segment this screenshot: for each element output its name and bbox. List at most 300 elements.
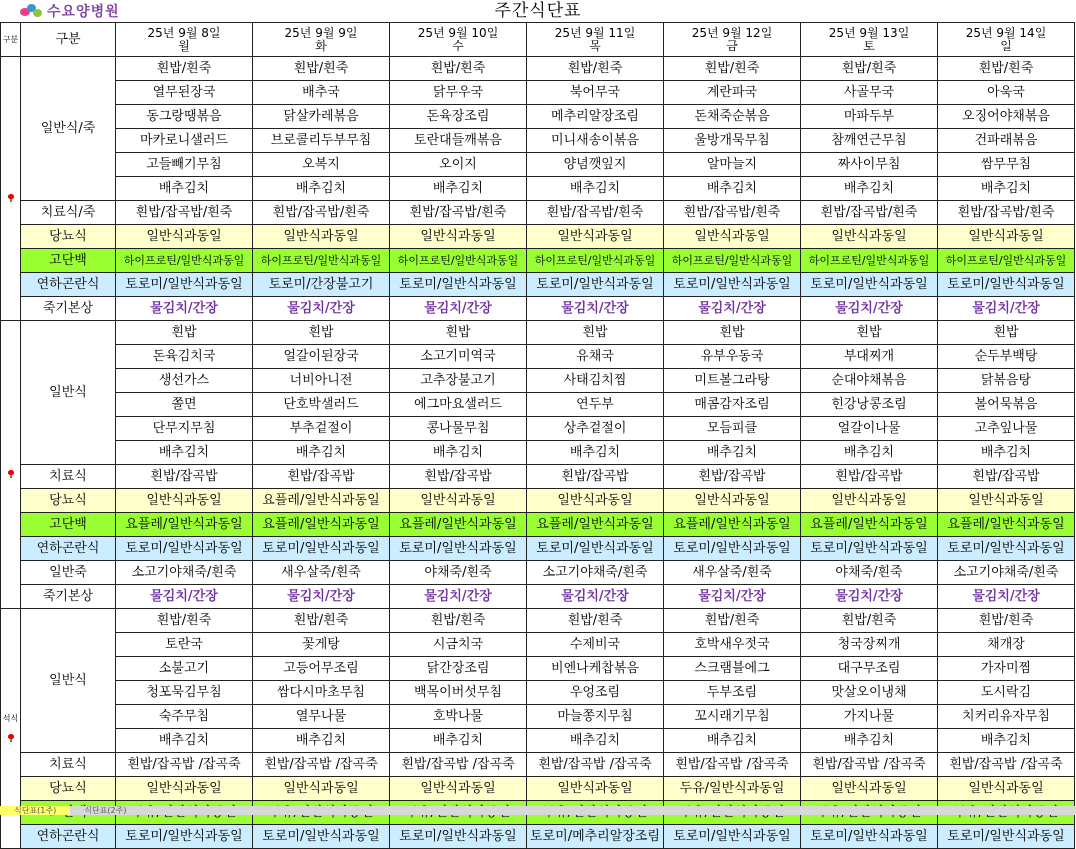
menu-cell: 물김치/간장 xyxy=(664,297,801,321)
day-weekday: 월 xyxy=(178,38,190,53)
menu-cell: 쌈무무침 xyxy=(938,153,1075,177)
category-label: 당뇨식 xyxy=(21,777,116,801)
menu-cell: 도시락김 xyxy=(938,681,1075,705)
menu-cell: 메추리알장조림 xyxy=(527,105,664,129)
menu-cell: 토로미/일반식과동일 xyxy=(116,537,253,561)
menu-cell: 흰밥/잡곡밥/흰죽 xyxy=(938,201,1075,225)
category-header: 구분 xyxy=(21,23,116,57)
menu-cell: 계란파국 xyxy=(664,81,801,105)
menu-cell: 토로미/일반식과동일 xyxy=(801,273,938,297)
menu-cell: 배추김치 xyxy=(938,729,1075,753)
menu-cell: 새우살죽/흰죽 xyxy=(664,561,801,585)
menu-cell: 울방개묵무침 xyxy=(664,129,801,153)
category-label: 고단백 xyxy=(21,249,116,273)
menu-cell: 유부우동국 xyxy=(664,345,801,369)
menu-cell: 흰밥/흰죽 xyxy=(664,609,801,633)
menu-cell: 일반식과동일 xyxy=(664,225,801,249)
menu-cell: 흰밥 xyxy=(664,321,801,345)
menu-cell: 흰밥/흰죽 xyxy=(938,609,1075,633)
menu-cell: 요플레/일반식과동일 xyxy=(664,513,801,537)
menu-cell: 일반식과동일 xyxy=(253,225,390,249)
menu-cell: 배추국 xyxy=(253,81,390,105)
menu-cell: 가자미찜 xyxy=(938,657,1075,681)
menu-cell: 배추김치 xyxy=(116,177,253,201)
menu-cell: 흰밥/잡곡밥 xyxy=(253,465,390,489)
menu-cell: 토로미/일반식과동일 xyxy=(116,825,253,849)
menu-cell: 비엔나케찹볶음 xyxy=(527,657,664,681)
table-row xyxy=(1,417,1075,441)
table-row xyxy=(1,465,1075,489)
menu-cell: 배추김치 xyxy=(801,729,938,753)
menu-cell: 양념깻잎지 xyxy=(527,153,664,177)
menu-cell: 순두부백탕 xyxy=(938,345,1075,369)
menu-cell: 물김치/간장 xyxy=(801,585,938,609)
menu-cell: 흰밥 xyxy=(253,321,390,345)
menu-cell: 물김치/간장 xyxy=(253,585,390,609)
menu-cell: 흰밥/잡곡밥/흰죽 xyxy=(801,201,938,225)
logo-text: 수요양병원 xyxy=(47,4,120,20)
menu-cell: 동그랑땡볶음 xyxy=(116,105,253,129)
menu-cell: 흰밥/잡곡밥 /잡곡죽 xyxy=(664,753,801,777)
page-title: 주간식단표 xyxy=(494,1,582,21)
menu-cell: 북어무국 xyxy=(527,81,664,105)
menu-cell: 치커리유자무침 xyxy=(938,705,1075,729)
day-weekday: 토 xyxy=(863,38,875,53)
category-label: 연하곤란식 xyxy=(21,537,116,561)
menu-cell: 꽃게탕 xyxy=(253,633,390,657)
day-weekday: 화 xyxy=(315,38,327,53)
menu-cell: 미니새송이볶음 xyxy=(527,129,664,153)
menu-cell: 열무된장국 xyxy=(116,81,253,105)
menu-cell: 배추김치 xyxy=(801,441,938,465)
table-row xyxy=(1,585,1075,609)
menu-cell: 흰밥/흰죽 xyxy=(116,57,253,81)
table-row xyxy=(1,105,1075,129)
menu-cell: 시금치국 xyxy=(390,633,527,657)
menu-cell: 흰밥 xyxy=(527,321,664,345)
menu-cell: 배추김치 xyxy=(253,441,390,465)
menu-cell: 고들빼기무침 xyxy=(116,153,253,177)
category-label: 일반식 xyxy=(21,321,116,465)
menu-cell: 채개장 xyxy=(938,633,1075,657)
menu-cell: 일반식과동일 xyxy=(390,777,527,801)
table-row xyxy=(1,513,1075,537)
menu-cell: 상추겉절이 xyxy=(527,417,664,441)
menu-cell: 일반식과동일 xyxy=(116,777,253,801)
menu-cell: 건파래볶음 xyxy=(938,129,1075,153)
menu-cell: 배추김치 xyxy=(253,177,390,201)
day-header xyxy=(527,23,664,57)
menu-cell: 두부조림 xyxy=(664,681,801,705)
table-row xyxy=(1,153,1075,177)
menu-cell: 배추김치 xyxy=(116,729,253,753)
menu-cell: 소고기야채죽/흰죽 xyxy=(116,561,253,585)
menu-cell: 배추김치 xyxy=(390,729,527,753)
menu-cell: 일반식과동일 xyxy=(390,225,527,249)
menu-cell: 닭간장조림 xyxy=(390,657,527,681)
sheet-tab[interactable]: 식단표(2주) xyxy=(84,806,127,815)
menu-cell: 배추김치 xyxy=(664,729,801,753)
menu-cell: 흰밥/잡곡밥/흰죽 xyxy=(664,201,801,225)
table-row xyxy=(1,225,1075,249)
menu-cell: 흰밥/흰죽 xyxy=(390,57,527,81)
menu-cell: 흰밥/흰죽 xyxy=(527,609,664,633)
menu-cell: 순대야채볶음 xyxy=(801,369,938,393)
table-row xyxy=(1,657,1075,681)
menu-cell: 미트볼그라탕 xyxy=(664,369,801,393)
menu-cell: 매콤감자조림 xyxy=(664,393,801,417)
menu-cell: 요플레/일반식과동일 xyxy=(253,489,390,513)
menu-cell: 흰밥/잡곡밥 /잡곡죽 xyxy=(390,753,527,777)
category-label: 연하곤란식 xyxy=(21,825,116,849)
menu-cell: 볼어묵볶음 xyxy=(938,393,1075,417)
meal-side-label: 석식 xyxy=(2,713,19,723)
menu-cell: 흰밥/잡곡밥 xyxy=(938,465,1075,489)
meal-side-cell xyxy=(1,57,21,321)
menu-cell: 고추장불고기 xyxy=(390,369,527,393)
menu-cell: 콩나물무침 xyxy=(390,417,527,441)
day-weekday: 금 xyxy=(726,38,738,53)
menu-cell: 흰밥/잡곡밥 /잡곡죽 xyxy=(527,753,664,777)
menu-cell: 일반식과동일 xyxy=(116,489,253,513)
menu-cell: 흰밥/흰죽 xyxy=(664,57,801,81)
menu-cell: 흰밥/잡곡밥/흰죽 xyxy=(527,201,664,225)
menu-cell: 단호박샐러드 xyxy=(253,393,390,417)
menu-cell: 닭무우국 xyxy=(390,81,527,105)
menu-cell: 일반식과동일 xyxy=(527,225,664,249)
menu-cell: 돈육김치국 xyxy=(116,345,253,369)
menu-cell: 돈채죽순볶음 xyxy=(664,105,801,129)
day-date: 25년 9월 12일 xyxy=(691,25,773,40)
day-header xyxy=(664,23,801,57)
table-row xyxy=(1,633,1075,657)
flower-icon xyxy=(7,194,15,202)
menu-cell: 토로미/일반식과동일 xyxy=(801,537,938,561)
menu-cell: 대구무조림 xyxy=(801,657,938,681)
menu-cell: 배추김치 xyxy=(938,441,1075,465)
menu-cell: 물김치/간장 xyxy=(527,297,664,321)
table-row xyxy=(1,681,1075,705)
menu-cell: 닭볶음탕 xyxy=(938,369,1075,393)
menu-cell: 고추잎나물 xyxy=(938,417,1075,441)
menu-cell: 브로콜리두부무침 xyxy=(253,129,390,153)
table-row xyxy=(1,393,1075,417)
menu-cell: 토로미/일반식과동일 xyxy=(390,273,527,297)
menu-cell: 하이프로틴/일반식과동일 xyxy=(527,249,664,273)
menu-cell: 요플레/일반식과동일 xyxy=(527,513,664,537)
menu-cell: 흰밥/잡곡밥 /잡곡죽 xyxy=(253,753,390,777)
menu-cell: 맛살오이냉채 xyxy=(801,681,938,705)
menu-cell: 수제비국 xyxy=(527,633,664,657)
menu-cell: 야채죽/흰죽 xyxy=(390,561,527,585)
menu-cell: 알마늘지 xyxy=(664,153,801,177)
menu-cell: 사태김치찜 xyxy=(527,369,664,393)
menu-cell: 흰밥 xyxy=(116,321,253,345)
menu-cell: 흰밥/흰죽 xyxy=(253,609,390,633)
menu-cell: 흰밥/잡곡밥 xyxy=(116,465,253,489)
menu-cell: 마파두부 xyxy=(801,105,938,129)
menu-cell: 흰밥/잡곡밥 xyxy=(664,465,801,489)
day-weekday: 수 xyxy=(452,38,464,53)
table-row xyxy=(1,177,1075,201)
day-weekday: 일 xyxy=(1000,38,1012,53)
menu-cell: 쫄면 xyxy=(116,393,253,417)
menu-cell: 배추김치 xyxy=(390,441,527,465)
menu-cell: 흰밥/흰죽 xyxy=(390,609,527,633)
menu-cell: 요플레/일반식과동일 xyxy=(390,513,527,537)
sheet-tab[interactable]: 식단표(1주) xyxy=(0,806,70,815)
menu-cell: 우엉조림 xyxy=(527,681,664,705)
table-row xyxy=(1,729,1075,753)
day-header xyxy=(938,23,1075,57)
menu-cell: 닭살카레볶음 xyxy=(253,105,390,129)
menu-cell: 일반식과동일 xyxy=(527,777,664,801)
menu-cell: 하이프로틴/일반식과동일 xyxy=(390,249,527,273)
meal-side-cell xyxy=(1,321,21,609)
menu-cell: 소고기야채죽/흰죽 xyxy=(527,561,664,585)
menu-cell: 일반식과동일 xyxy=(253,777,390,801)
table-row xyxy=(1,561,1075,585)
table-row xyxy=(1,441,1075,465)
menu-cell: 너비아니전 xyxy=(253,369,390,393)
menu-cell: 하이프로틴/일반식과동일 xyxy=(664,249,801,273)
category-label: 일반죽 xyxy=(21,561,116,585)
menu-cell: 에그마요샐러드 xyxy=(390,393,527,417)
menu-cell: 돈육장조림 xyxy=(390,105,527,129)
menu-cell: 토로미/메추리알장조림 xyxy=(527,825,664,849)
menu-cell: 아욱국 xyxy=(938,81,1075,105)
menu-cell: 물김치/간장 xyxy=(253,297,390,321)
day-date: 25년 9월 10일 xyxy=(417,25,499,40)
table-row xyxy=(1,129,1075,153)
menu-cell: 물김치/간장 xyxy=(116,297,253,321)
menu-cell: 하이프로틴/일반식과동일 xyxy=(938,249,1075,273)
table-row xyxy=(1,249,1075,273)
day-date: 25년 9월 11일 xyxy=(554,25,636,40)
category-label: 죽기본상 xyxy=(21,297,116,321)
menu-cell: 사골무국 xyxy=(801,81,938,105)
category-label: 죽기본상 xyxy=(21,585,116,609)
menu-cell: 유채국 xyxy=(527,345,664,369)
menu-cell: 토로미/일반식과동일 xyxy=(390,825,527,849)
menu-cell: 오이지 xyxy=(390,153,527,177)
menu-cell: 흰밥/흰죽 xyxy=(116,609,253,633)
menu-cell: 토란대들깨볶음 xyxy=(390,129,527,153)
menu-cell: 모듬피클 xyxy=(664,417,801,441)
menu-cell: 스크램블에그 xyxy=(664,657,801,681)
menu-cell: 흰밥/잡곡밥 /잡곡죽 xyxy=(116,753,253,777)
menu-cell: 짜사이무침 xyxy=(801,153,938,177)
day-weekday: 목 xyxy=(589,38,601,53)
menu-cell: 일반식과동일 xyxy=(938,777,1075,801)
menu-cell: 배추김치 xyxy=(527,441,664,465)
menu-cell: 야채죽/흰죽 xyxy=(801,561,938,585)
menu-cell: 토로미/일반식과동일 xyxy=(527,273,664,297)
menu-cell: 고등어무조림 xyxy=(253,657,390,681)
day-date: 25년 9월 8일 xyxy=(147,25,221,40)
menu-cell: 일반식과동일 xyxy=(938,489,1075,513)
table-row xyxy=(1,825,1075,849)
menu-cell: 토로미/일반식과동일 xyxy=(801,825,938,849)
menu-cell: 단무지무침 xyxy=(116,417,253,441)
table-row xyxy=(1,369,1075,393)
sheet-tab-bar xyxy=(0,806,1076,815)
menu-cell: 토로미/일반식과동일 xyxy=(116,273,253,297)
menu-cell: 토로미/일반식과동일 xyxy=(938,537,1075,561)
day-header xyxy=(116,23,253,57)
category-label: 일반식 xyxy=(21,609,116,753)
menu-cell: 물김치/간장 xyxy=(938,585,1075,609)
menu-cell: 흰밥/잡곡밥 xyxy=(527,465,664,489)
menu-cell: 흰밥 xyxy=(390,321,527,345)
weekly-menu-table xyxy=(0,22,1075,849)
menu-cell: 배추김치 xyxy=(664,441,801,465)
day-date: 25년 9월 13일 xyxy=(828,25,910,40)
flower-icon xyxy=(7,470,15,478)
menu-cell: 하이프로틴/일반식과동일 xyxy=(253,249,390,273)
table-row xyxy=(1,273,1075,297)
menu-cell: 흰밥/잡곡밥/흰죽 xyxy=(253,201,390,225)
menu-cell: 마카로니샐러드 xyxy=(116,129,253,153)
menu-cell: 토로미/일반식과동일 xyxy=(938,825,1075,849)
menu-cell: 부추겉절이 xyxy=(253,417,390,441)
side-header: 구분 xyxy=(1,23,21,57)
menu-cell: 토로미/일반식과동일 xyxy=(664,537,801,561)
menu-cell: 가지나물 xyxy=(801,705,938,729)
menu-cell: 일반식과동일 xyxy=(116,225,253,249)
menu-cell: 배추김치 xyxy=(801,177,938,201)
menu-cell: 호박나물 xyxy=(390,705,527,729)
menu-cell: 오복지 xyxy=(253,153,390,177)
menu-cell: 참깨연근무침 xyxy=(801,129,938,153)
menu-cell: 흰밥/흰죽 xyxy=(801,609,938,633)
flower-icon xyxy=(7,734,15,742)
menu-cell: 배추김치 xyxy=(527,177,664,201)
menu-cell: 청국장찌개 xyxy=(801,633,938,657)
menu-cell: 물김치/간장 xyxy=(801,297,938,321)
menu-cell: 소고기야채죽/흰죽 xyxy=(938,561,1075,585)
menu-cell: 토란국 xyxy=(116,633,253,657)
menu-cell: 소불고기 xyxy=(116,657,253,681)
menu-cell: 숙주무침 xyxy=(116,705,253,729)
menu-cell: 요플레/일반식과동일 xyxy=(801,513,938,537)
menu-cell: 토로미/일반식과동일 xyxy=(938,273,1075,297)
table-row xyxy=(1,57,1075,81)
menu-cell: 오징어야채볶음 xyxy=(938,105,1075,129)
day-header xyxy=(801,23,938,57)
menu-cell: 얼갈이된장국 xyxy=(253,345,390,369)
menu-cell: 열무나물 xyxy=(253,705,390,729)
menu-cell: 토로미/일반식과동일 xyxy=(664,273,801,297)
day-header xyxy=(390,23,527,57)
menu-cell: 물김치/간장 xyxy=(116,585,253,609)
day-date: 25년 9월 14일 xyxy=(965,25,1047,40)
menu-cell: 배추김치 xyxy=(664,177,801,201)
menu-cell: 토로미/일반식과동일 xyxy=(253,537,390,561)
menu-cell: 마늘쫑지무침 xyxy=(527,705,664,729)
menu-cell: 요플레/일반식과동일 xyxy=(116,513,253,537)
sheet-header xyxy=(0,0,1076,22)
category-label: 연하곤란식 xyxy=(21,273,116,297)
menu-cell: 흰밥/흰죽 xyxy=(801,57,938,81)
menu-cell: 흰밥/잡곡밥/흰죽 xyxy=(390,201,527,225)
category-label: 치료식 xyxy=(21,753,116,777)
menu-cell: 생선가스 xyxy=(116,369,253,393)
menu-cell: 흰밥/잡곡밥 xyxy=(390,465,527,489)
menu-cell: 배추김치 xyxy=(253,729,390,753)
category-label: 치료식 xyxy=(21,465,116,489)
table-row xyxy=(1,537,1075,561)
menu-cell: 물김치/간장 xyxy=(390,297,527,321)
menu-cell: 쌈다시마초무침 xyxy=(253,681,390,705)
menu-cell: 일반식과동일 xyxy=(801,489,938,513)
menu-cell: 토로미/일반식과동일 xyxy=(253,825,390,849)
menu-cell: 일반식과동일 xyxy=(664,489,801,513)
table-row xyxy=(1,201,1075,225)
table-row xyxy=(1,81,1075,105)
menu-cell: 흰밥/흰죽 xyxy=(527,57,664,81)
menu-cell: 하이프로틴/일반식과동일 xyxy=(801,249,938,273)
header-row xyxy=(1,23,1075,57)
menu-cell: 흰밥/잡곡밥 /잡곡죽 xyxy=(938,753,1075,777)
day-header xyxy=(253,23,390,57)
menu-cell: 토로미/일반식과동일 xyxy=(390,537,527,561)
category-label: 당뇨식 xyxy=(21,489,116,513)
category-label: 고단백 xyxy=(21,513,116,537)
menu-cell: 물김치/간장 xyxy=(664,585,801,609)
menu-cell: 요플레/일반식과동일 xyxy=(938,513,1075,537)
menu-cell: 흰밥 xyxy=(801,321,938,345)
menu-cell: 물김치/간장 xyxy=(938,297,1075,321)
menu-cell: 청포묵김무침 xyxy=(116,681,253,705)
category-label: 치료식/죽 xyxy=(21,201,116,225)
menu-cell: 두유/일반식과동일 xyxy=(664,777,801,801)
table-row xyxy=(1,705,1075,729)
menu-cell: 힌강낭콩조림 xyxy=(801,393,938,417)
menu-cell: 소고기미역국 xyxy=(390,345,527,369)
table-row xyxy=(1,753,1075,777)
menu-cell: 배추김치 xyxy=(390,177,527,201)
menu-cell: 일반식과동일 xyxy=(938,225,1075,249)
menu-cell: 일반식과동일 xyxy=(527,489,664,513)
menu-cell: 흰밥/잡곡밥 /잡곡죽 xyxy=(801,753,938,777)
day-date: 25년 9월 9일 xyxy=(284,25,358,40)
menu-cell: 물김치/간장 xyxy=(527,585,664,609)
menu-cell: 부대찌개 xyxy=(801,345,938,369)
table-row xyxy=(1,297,1075,321)
menu-cell: 토로미/일반식과동일 xyxy=(527,537,664,561)
menu-cell: 배추김치 xyxy=(116,441,253,465)
menu-cell: 물김치/간장 xyxy=(390,585,527,609)
table-row xyxy=(1,489,1075,513)
menu-cell: 흰밥/잡곡밥/흰죽 xyxy=(116,201,253,225)
table-row xyxy=(1,321,1075,345)
table-row xyxy=(1,609,1075,633)
menu-cell: 하이프로틴/일반식과동일 xyxy=(116,249,253,273)
menu-cell: 호박새우젓국 xyxy=(664,633,801,657)
menu-cell: 꼬시래기무침 xyxy=(664,705,801,729)
menu-cell: 배추김치 xyxy=(527,729,664,753)
menu-cell: 배추김치 xyxy=(938,177,1075,201)
menu-cell: 흰밥 xyxy=(938,321,1075,345)
menu-cell: 토로미/일반식과동일 xyxy=(664,825,801,849)
menu-cell: 요플레/일반식과동일 xyxy=(253,513,390,537)
menu-cell: 일반식과동일 xyxy=(801,777,938,801)
menu-cell: 백목이버섯무침 xyxy=(390,681,527,705)
menu-cell: 연두부 xyxy=(527,393,664,417)
menu-cell: 흰밥/잡곡밥 xyxy=(801,465,938,489)
table-row xyxy=(1,777,1075,801)
